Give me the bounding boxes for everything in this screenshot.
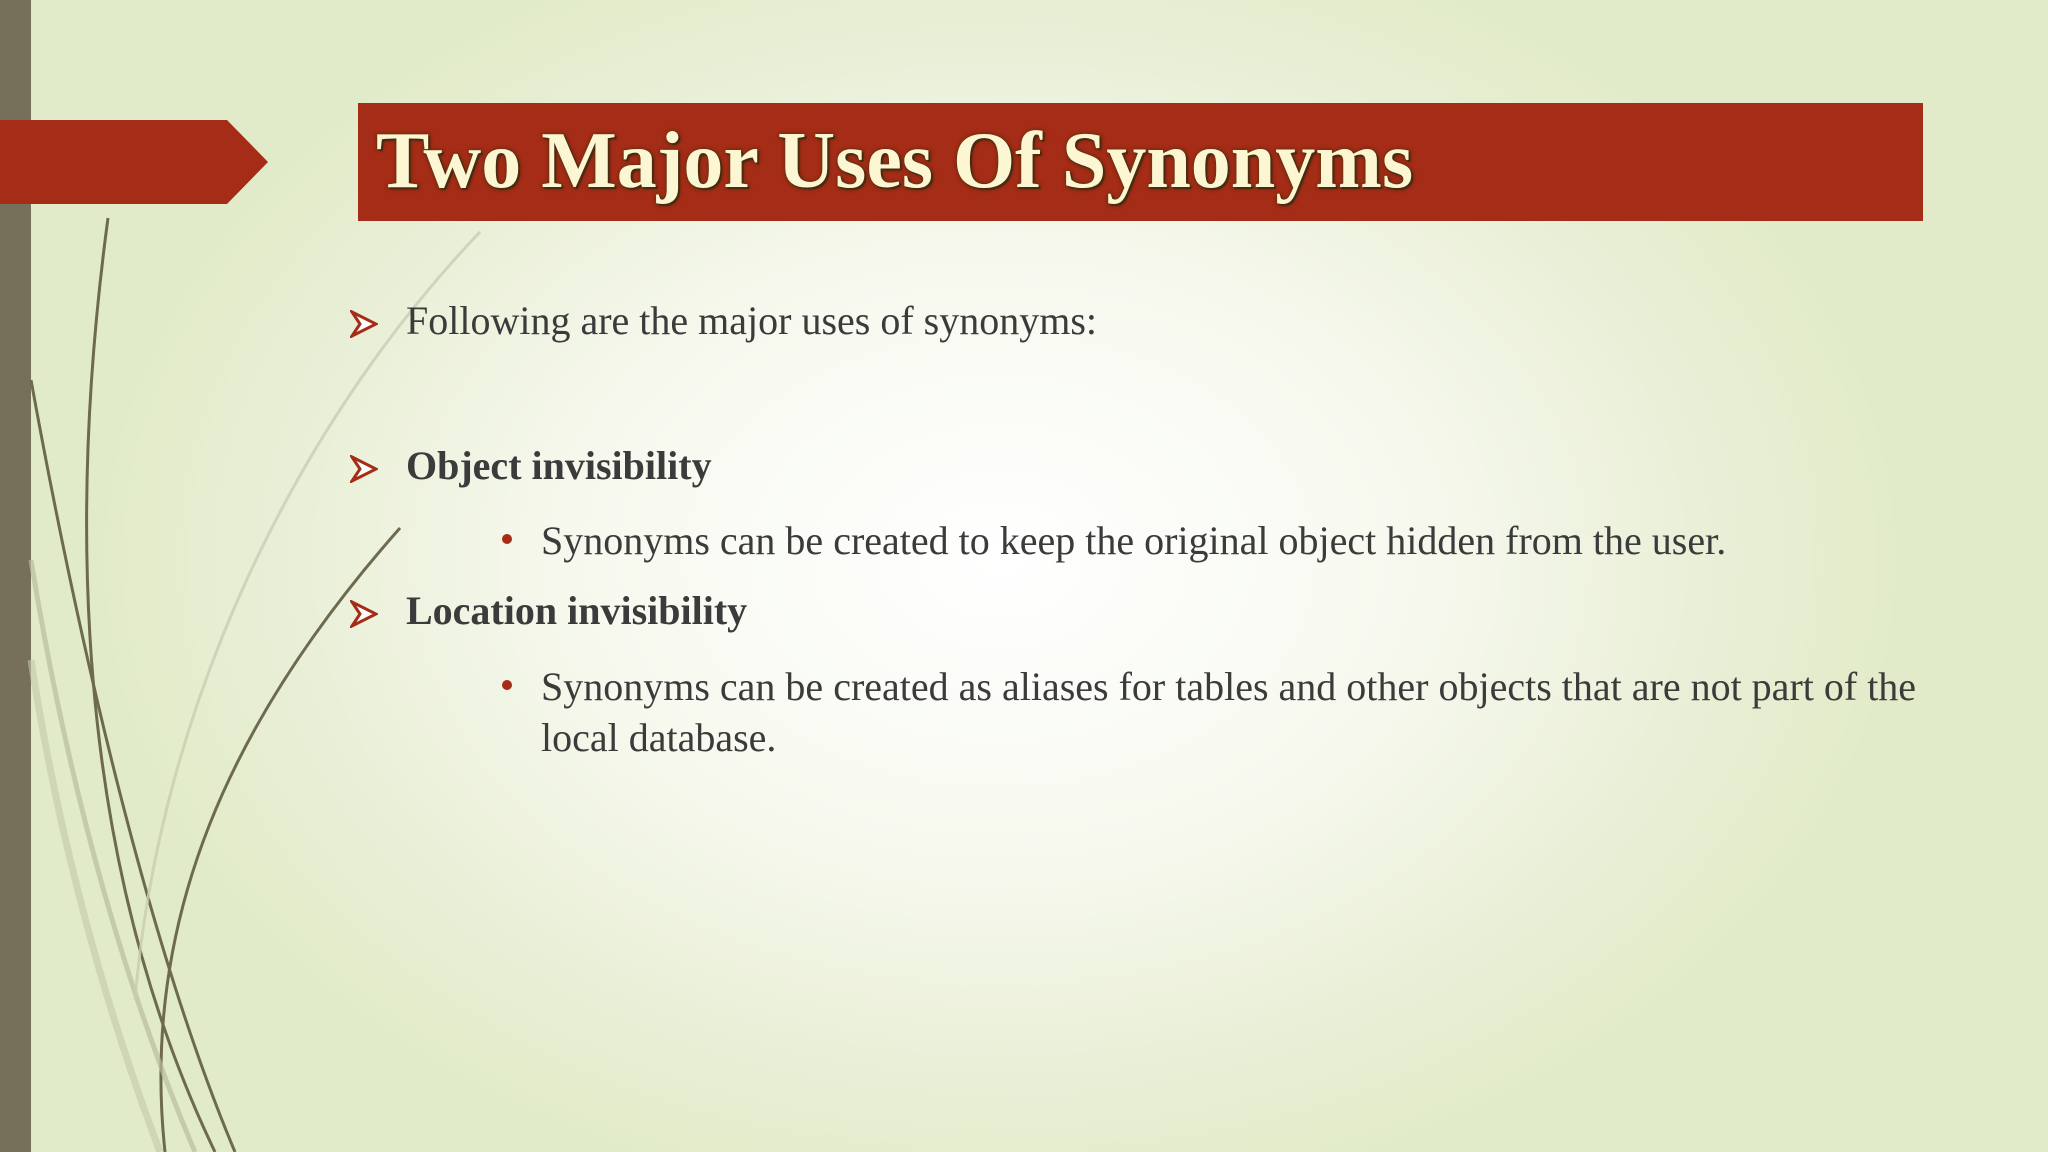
point-heading: Location invisibility xyxy=(406,588,748,633)
arrow-bullet-icon xyxy=(350,455,378,483)
arrow-bullet-icon xyxy=(350,600,378,628)
arrow-bullet-icon xyxy=(350,310,378,338)
point-detail: Synonyms can be created to keep the original object hidden from the user. xyxy=(541,518,1727,563)
title-banner xyxy=(358,103,1923,221)
title-arrow-tab xyxy=(0,120,268,204)
point-heading: Object invisibility xyxy=(406,443,712,488)
dot-bullet-icon xyxy=(502,534,512,544)
slide-title: Two Major Uses Of Synonyms xyxy=(376,117,1414,205)
intro-text: Following are the major uses of synonyms: xyxy=(406,298,1098,343)
dot-bullet-icon xyxy=(502,680,512,690)
point-detail: Synonyms can be created as aliases for tables and other objects that are not part of the local database. xyxy=(541,664,1917,760)
